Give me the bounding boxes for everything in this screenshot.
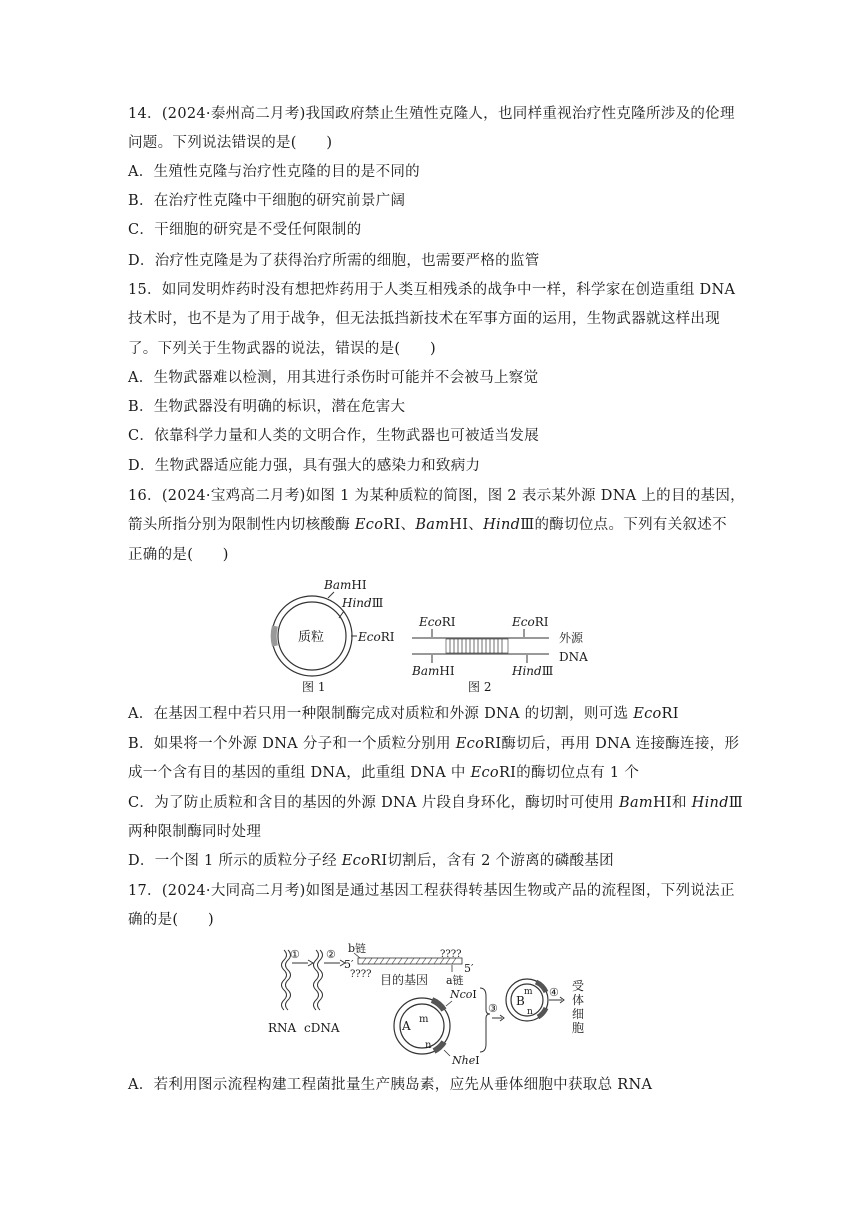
q15-option-b: B．生物武器没有明确的标识，潜在危害大 bbox=[128, 399, 406, 415]
q17-stem-line2: 确的是( ) bbox=[128, 912, 214, 928]
figure1-caption: 图 1 bbox=[302, 680, 326, 694]
q16-option-b-line2: 成一个含有目的基因的重组 DNA，此重组 DNA 中 EcoRⅠ的酶切位点有 1 个 bbox=[128, 765, 640, 781]
plasmid-a bbox=[394, 998, 450, 1054]
q16-stem-line1: 16．(2024·宝鸡高二月考)如图 1 为某种质粒的简图，图 2 表示某外源 DNA 上的目的基因， bbox=[128, 488, 745, 504]
figure2-caption: 图 2 bbox=[468, 680, 492, 694]
svg-text:体: 体 bbox=[572, 993, 585, 1007]
svg-text:外源: 外源 bbox=[559, 631, 584, 645]
q16-stem-line2: 箭头所指分别为限制性内切核酸酶 EcoRⅠ、BamHⅠ、HindⅢ的酶切位点。下列有关叙述不 bbox=[128, 517, 727, 533]
q16-option-c-line1: C．为了防止质粒和含目的基因的外源 DNA 片段自身环化，酶切时可使用 BamHⅠ和 HindⅢ bbox=[128, 795, 744, 811]
q14-option-c: C．干细胞的研究是不受任何限制的 bbox=[128, 222, 362, 238]
q17-stem-line1: 17．(2024·大同高二月考)如图是通过基因工程获得转基因生物或产品的流程图，下列说法正 bbox=[128, 883, 735, 899]
q15-stem-line3: 了。下列关于生物武器的说法，错误的是( ) bbox=[128, 341, 436, 357]
svg-text:RNA: RNA bbox=[268, 1021, 297, 1035]
svg-text:m: m bbox=[524, 987, 533, 997]
q16-stem-line3: 正确的是( ) bbox=[128, 547, 229, 563]
svg-text:HindⅢ: HindⅢ bbox=[342, 596, 384, 610]
svg-text:b链: b链 bbox=[348, 942, 367, 955]
q15-stem-line1: 15．如同发明炸药时没有想把炸药用于人类互相残杀的战争中一样，科学家在创造重组 DNA bbox=[128, 282, 736, 298]
svg-text:NcoⅠ: NcoⅠ bbox=[450, 988, 477, 1001]
svg-text:EcoRⅠ: EcoRⅠ bbox=[419, 615, 456, 629]
svg-text:m: m bbox=[419, 1014, 429, 1025]
q17-option-a: A．若利用图示流程构建工程菌批量生产胰岛素，应先从垂体细胞中获取总 RNA bbox=[128, 1077, 653, 1093]
plasmid-diagram bbox=[272, 596, 352, 676]
rna-strand bbox=[282, 950, 287, 1010]
q15-option-c: C．依靠科学力量和人类的文明合作，生物武器也可被适当发展 bbox=[128, 428, 539, 444]
recipient-cell-label bbox=[572, 979, 584, 1035]
q17-figure-gene-engineering-flow bbox=[266, 938, 606, 1068]
q16-figure-plasmid-and-dna bbox=[262, 574, 602, 698]
ecori-site-label-plasmid bbox=[351, 630, 395, 644]
q16-option-b-line1: B．如果将一个外源 DNA 分子和一个质粒分别用 EcoRⅠ酶切后，再用 DNA 连接酶连接，形 bbox=[128, 736, 740, 752]
svg-text:④: ④ bbox=[549, 986, 559, 999]
svg-text:BamHⅠ: BamHⅠ bbox=[324, 578, 367, 592]
svg-text:①: ① bbox=[290, 948, 300, 961]
q16-option-a: A．在基因工程中若只用一种限制酶完成对质粒和外源 DNA 的切割，则可选 EcoRⅠ bbox=[128, 706, 679, 722]
svg-text:BamHⅠ: BamHⅠ bbox=[412, 664, 455, 678]
q15-option-d: D．生物武器适应能力强，具有强大的感染力和致病力 bbox=[128, 458, 481, 474]
svg-text:受: 受 bbox=[572, 979, 585, 993]
svg-text:n: n bbox=[527, 1007, 533, 1017]
svg-text:EcoRⅠ: EcoRⅠ bbox=[512, 615, 549, 629]
svg-text:质粒: 质粒 bbox=[298, 630, 325, 645]
svg-text:cDNA: cDNA bbox=[304, 1021, 340, 1035]
svg-text:5′: 5′ bbox=[464, 962, 474, 975]
svg-text:②: ② bbox=[326, 948, 336, 961]
q15-stem-line2: 技术时，也不是为了用于战争，但无法抵挡新技术在军事方面的运用，生物武器就这样出现 bbox=[128, 311, 720, 327]
svg-text:细: 细 bbox=[572, 1007, 585, 1021]
q14-option-b: B．在治疗性克隆中干细胞的研究前景广阔 bbox=[128, 193, 406, 209]
q14-option-a: A．生殖性克隆与治疗性克隆的目的是不同的 bbox=[128, 164, 420, 180]
q16-option-d: D．一个图 1 所示的质粒分子经 EcoRⅠ切割后，含有 2 个游离的磷酸基团 bbox=[128, 853, 614, 869]
svg-text:EcoRⅠ: EcoRⅠ bbox=[358, 630, 395, 644]
svg-text:B: B bbox=[516, 994, 525, 1008]
svg-text:5′: 5′ bbox=[344, 958, 354, 971]
svg-text:胞: 胞 bbox=[572, 1021, 585, 1035]
q16-option-c-line2: 两种限制酶同时处理 bbox=[128, 824, 262, 840]
svg-text:A: A bbox=[402, 1019, 411, 1033]
svg-text:目的基因: 目的基因 bbox=[380, 973, 429, 987]
q14-stem-line1: 14．(2024·泰州高二月考)我国政府禁止生殖性克隆人，也同样重视治疗性克隆所涉及的伦理 bbox=[128, 106, 735, 122]
svg-text:a链: a链 bbox=[446, 974, 464, 987]
svg-text:????: ???? bbox=[350, 969, 372, 980]
svg-text:n: n bbox=[425, 1040, 432, 1051]
plasmid-b bbox=[506, 979, 548, 1021]
svg-text:HindⅢ: HindⅢ bbox=[512, 664, 554, 678]
q15-option-a: A．生物武器难以检测，用其进行杀伤时可能并不会被马上察觉 bbox=[128, 370, 539, 386]
foreign-dna-diagram bbox=[411, 615, 588, 678]
svg-text:NheⅠ: NheⅠ bbox=[452, 1054, 480, 1067]
q14-option-d: D．治疗性克隆是为了获得治疗所需的细胞，也需要严格的监管 bbox=[128, 253, 540, 269]
svg-text:????: ???? bbox=[440, 949, 462, 960]
svg-text:DNA: DNA bbox=[559, 650, 588, 664]
bamhi-site-label bbox=[323, 578, 367, 598]
q14-stem-line2: 问题。下列说法错误的是( ) bbox=[128, 135, 333, 151]
cdna-strand bbox=[314, 950, 319, 1010]
svg-text:③: ③ bbox=[488, 1002, 498, 1015]
